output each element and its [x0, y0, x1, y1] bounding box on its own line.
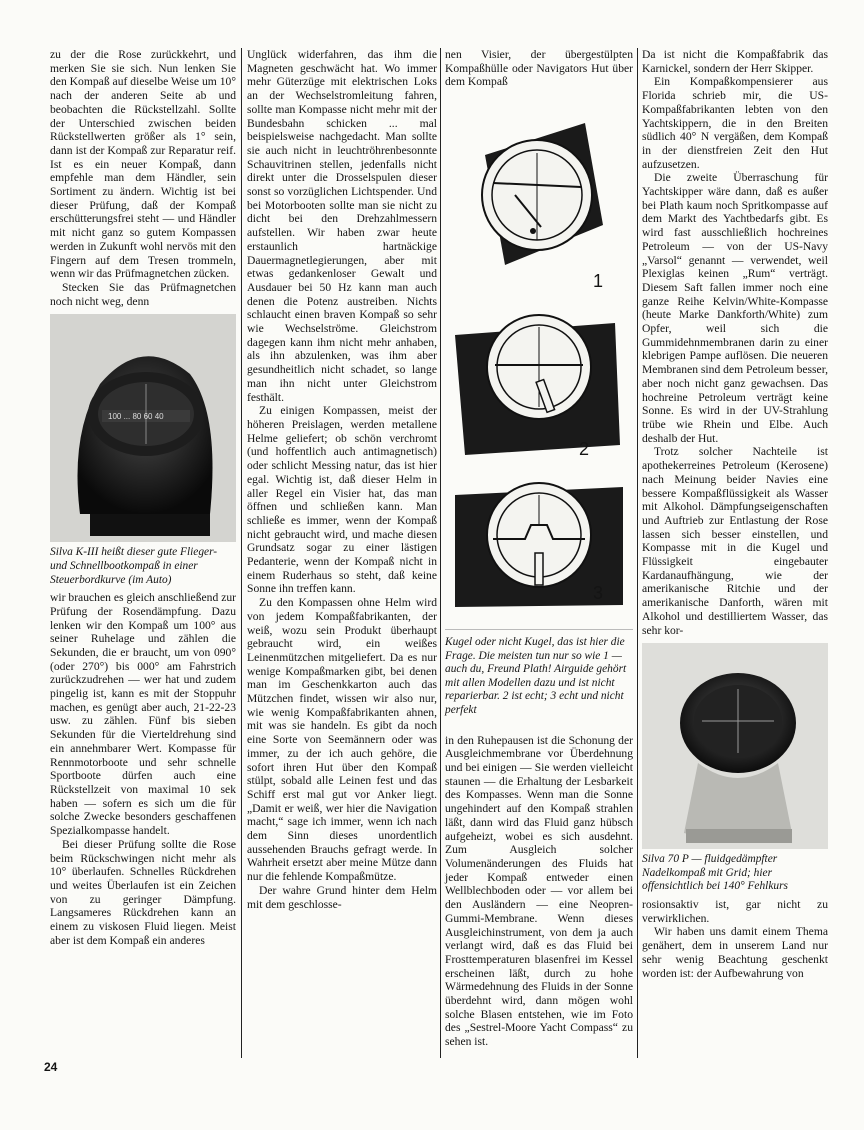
paragraph: Trotz solcher Nachteile ist apothekerreines Petroleum (Kerosene) nach Meinung beider Navies eine bessere Kompaßflüssigkeit als Wasser mit Alkohol. Dämpfungseigenschaften und Auftrieb zur Entlastung der Rose lassen sich besser einstellen, und Kompasse mit in die Kugel und Flüssigkeit eingebauter Kardanaufhängung, wie der amerikanische Ritchie und der amerikanische Danforth, wären mit Alkohol und destilliertem Wasser, das sehr kor-: [642, 445, 828, 637]
paragraph: Der wahre Grund hinter dem Helm mit dem geschlosse-: [247, 883, 437, 911]
silva-70p-compass-photo: [642, 643, 828, 849]
paragraph: wir brauchen es gleich anschließend zur Prüfung der Rosendämpfung. Dazu lenken wir den Kompaß um 100° aus seiner Ruhelage und zählen die Sekunden, die er braucht, um von 090° (oder 270°) bis 000° am Fahrstrich zurückzudrehen — wer hat und zudem pingelig ist, kann es mit der Stoppuhr machen, es genügt aber auch, 21-22-23 usw. zu zählen. Fünf bis sieben Sekunden für die Vierteldrehung sind ein annehmbarer Wert. Kompasse für Rennmotorboote und sehr schnelle Sportboote dürfen auch eine Rückstellzeit von maximal 10 sek haben — sofern es sich um die für solche Zwecke besonders geschaffenen Spezialkompasse handelt.: [50, 591, 236, 838]
paragraph: Bei dieser Prüfung sollte die Rose beim Rückschwingen nicht mehr als 10° überlaufen. Schnelles Rückdrehen und weites Überlaufen ist ein Zeichen von zu geringer Dämpfung. Langsameres Rückdrehen kann an einem zu viskosen Fluid liegen. Meist aber ist dem Kompaß ein anderes: [50, 837, 236, 947]
column-rule: [440, 48, 441, 1058]
photo-caption: Silva K-III heißt dieser gute Flieger- und Schnellbootkompaß in einer Steuerbordkurve (im Auto): [50, 546, 218, 586]
silva-k3-compass-photo: [50, 314, 236, 542]
figure-caption: Kugel oder nicht Kugel, das ist hier die Frage. Die meisten tun nur so wie 1 — auch du, Freund Plath! Airguide gehört mit allen Modellen dazu und ist nicht reparierbar. 2 ist echt; 3 echt und nicht perfekt: [445, 636, 627, 717]
paragraph: Unglück widerfahren, das ihm die Magneten geschwächt hat. Wo immer mehr Güterzüge mit elektrischen Loks an der Wechselstromleitung fahren, sollte man Kompasse nicht mehr mit der Bundesbahn schicken ... mal beispielsweise nachgedacht. Man sollte sie auch nicht in leuchtröhrenbesonnte Schauvitrinen stellen, jedenfalls nicht direkt unter die Drosselspulen dieser sonst so vorzüglichen Lichtspender. Und bei Motorbooten sollte man sie nicht zu dicht bei den Drehzahlmessern aufstellen. Wir haben zwar heute erstaunlich hartnäckige Dauermagnetlegierungen, aber mit etwas gedankenloser Gewalt und Ausdauer bei 50 Hz kann man auch denen die Potenz austreiben. Nichts schlaucht einen braven Kompaß so sehr wie Wechselströme. Gleichstrom dagegen kann ihm nicht mehr anhaben, als ihn abzulenken, was ihm aber gesundheitlich nicht schadet, so lange man ihn nicht unter Gleichstrom festhält.: [247, 48, 437, 404]
column-rule: [637, 48, 638, 1058]
figure-label: 2: [579, 439, 590, 460]
compass-scale-text: 100 ... 80 60 40: [108, 412, 164, 422]
paragraph: Da ist nicht die Kompaßfabrik das Karnickel, sondern der Herr Skipper.: [642, 48, 828, 75]
column-2: [247, 48, 437, 911]
paragraph: rosionsaktiv ist, gar nicht zu verwirklichen.: [642, 898, 828, 925]
figure-label: 3: [593, 583, 604, 604]
paragraph: Ein Kompaßkompensierer aus Florida schrieb mir, die US-Kompaßfabrikanten lebten von den Yachtskippern, die in den Breiten südlich 40° N vergäßen, dem Kompaß in der dienstfreien Zeit den Hut aufzusetzen.: [642, 75, 828, 171]
figure-label: 1: [593, 271, 604, 292]
figure-2-drawing: [455, 315, 620, 460]
paragraph: Die zweite Überraschung für Yachtskipper wäre dann, daß es außer bei Plath kaum noch Spritkompasse auf dem Markt des Yachtbedarfs gibt. Es wird fast ausschließlich hochreines Petroleum — von der US-Navy „Varsol“ genannt — verwendet, weil Plexiglas keinen „Rum“ verträgt. Diesem Saft fallen immer noch eine ganze Reihe Kelvin/White-Kompasse (heute Marke Dankforth/White) zum Opfer, weil sich die Gummidehnmembranen darin zu einer klebrigen Pampe auflösen. Die neueren Membranen sind dem Petroleum besser, aber noch nicht ganz gewachsen. Das hochreine Petroleum verträgt keine Sonne. Es wird in der UV-Strahlung trübe wie Rhein und Elbe. Auch deshalb der Hut.: [642, 171, 828, 445]
column-1: [50, 48, 236, 947]
paragraph: in den Ruhepausen ist die Schonung der Ausgleichmembrane vor Überdehnung und bei einigen — Sie werden vielleicht staunen — die Erhaltung der Lesbarkeit des Kompasses. Wenn man die Sonne ungehindert auf den Kompaß strahlen läßt, dann wird das Fluid ganz hübsch aufgeheizt, wobei es sich ausdehnt. Zum Ausgleich solcher Volumenänderungen des Fluids hat jeder Kompaß entweder einen Wellblechboden oder — vor allem bei den Ausländern — eine Neopren-Gummi-Membrane. Wenn dieses Ausgleichinstrument, von dem ja auch verlangt wird, daß es das Fluid bei Frosttemperaturen blasenfrei im Kessel erscheinen läßt, durch zu hohe Wärmedehnung des Fluids in der Sonne überdehnt wird, dann mögen wohl solche Blasen entstehen, wie im Foto des „Sestrel-Moore Yacht Compass“ zu sehen ist.: [445, 733, 633, 1049]
figure-1-drawing: [482, 123, 603, 265]
paragraph: nen Visier, der übergestülpten Kompaßhülle oder Navigators Hut über dem Kompaß: [445, 48, 633, 89]
column-3: [445, 48, 633, 1049]
page-number: 24: [44, 1060, 58, 1074]
column-4: [642, 48, 828, 980]
paragraph: Zu den Kompassen ohne Helm wird von jedem Kompaßfabrikanten, der weiß, wozu sein Produkt überhaupt gebraucht wird, ein weißes Leinenmützchen mitgeliefert. Da es nur wenige Kompaßmarken gibt, bei denen man im Geschenkkarton auch das Mützchen findet, wissen wir also nur, wie wenig Kompaßfabrikanten ahnen, mit was sie handeln. Es gibt da noch eine Sorte von Seemännern oder was immer, zu der ich auch gehöre, die sofort ihren Hut über den Kompaß stülpt, sobald alle Leinen fest und das Schiff erst mal gut vor Anker liegt. „Damit er weiß, wer hier die Navigation macht,“ sage ich immer, wenn ich nach dem Sinn dieses unordentlich aussehenden Brauchs gefragt werde. In Wahrheit ersetzt aber meine Mütze dann nur die fehlende Kompaßmütze.: [247, 596, 437, 884]
paragraph: Wir haben uns damit einem Thema genähert, dem in unserem Land nur sehr wenig Beachtung geschenkt worden ist: der Aufbewahrung von: [642, 925, 828, 980]
paragraph: Zu einigen Kompassen, meist der höheren Preislagen, werden metallene Helme geliefert; ob schön verchromt (und hoffentlich auch antimagnetisch) oder schlicht Messing natur, das ist hier egal. Wichtig ist, daß dieser Helm in aller Regel ein Visier hat, das man öffnen und schließen kann. Man schließe es immer, wenn der Kompaß nicht gebraucht wird, und mache diesen Grundsatz sogar zu einer lästigen Pedanterie, wenn der Kompaß nicht in einem Ruderhaus so steht, daß keine Sonne ihn treffen kann.: [247, 404, 437, 596]
paragraph: Stecken Sie das Prüfmagnetchen noch nicht weg, denn: [50, 280, 236, 308]
paragraph: zu der die Rose zurückkehrt, und merken Sie sie sich. Nun lenken Sie den Kompaß auf dieselbe Weise um 10° nach der anderen Seite ab und beobachten die Rückstellzahl. Sollte der Unterschied zwischen beiden Rückstellwerten größer als 1° sein, dann ist der Kompaß zur Reparatur reif. Ist es ein neuer Kompaß, dann empfehle man dem Händler, sein Sortiment zu ändern. Wichtig ist bei dieser Prüfung, daß der Kompaß erschütterungsfrei steht — und Händler mit nicht ganz so gutem Kompassen werden in Zukunft wohl nervös mit den Fingern auf dem Tresen trommeln, wenn wir das Prüfmagnetchen zücken.: [50, 48, 236, 281]
compass-photo-graphic: [50, 314, 236, 542]
compass-photo-graphic: [642, 643, 828, 849]
compass-diagrams-graphic: [445, 95, 633, 629]
compass-bowl-diagrams: [445, 95, 633, 630]
photo-caption: Silva 70 P — fluidgedämpfter Nadelkompaß mit Grid; hier offensichtlich bei 140° Fehlkurs: [642, 853, 788, 893]
column-rule: [241, 48, 242, 1058]
